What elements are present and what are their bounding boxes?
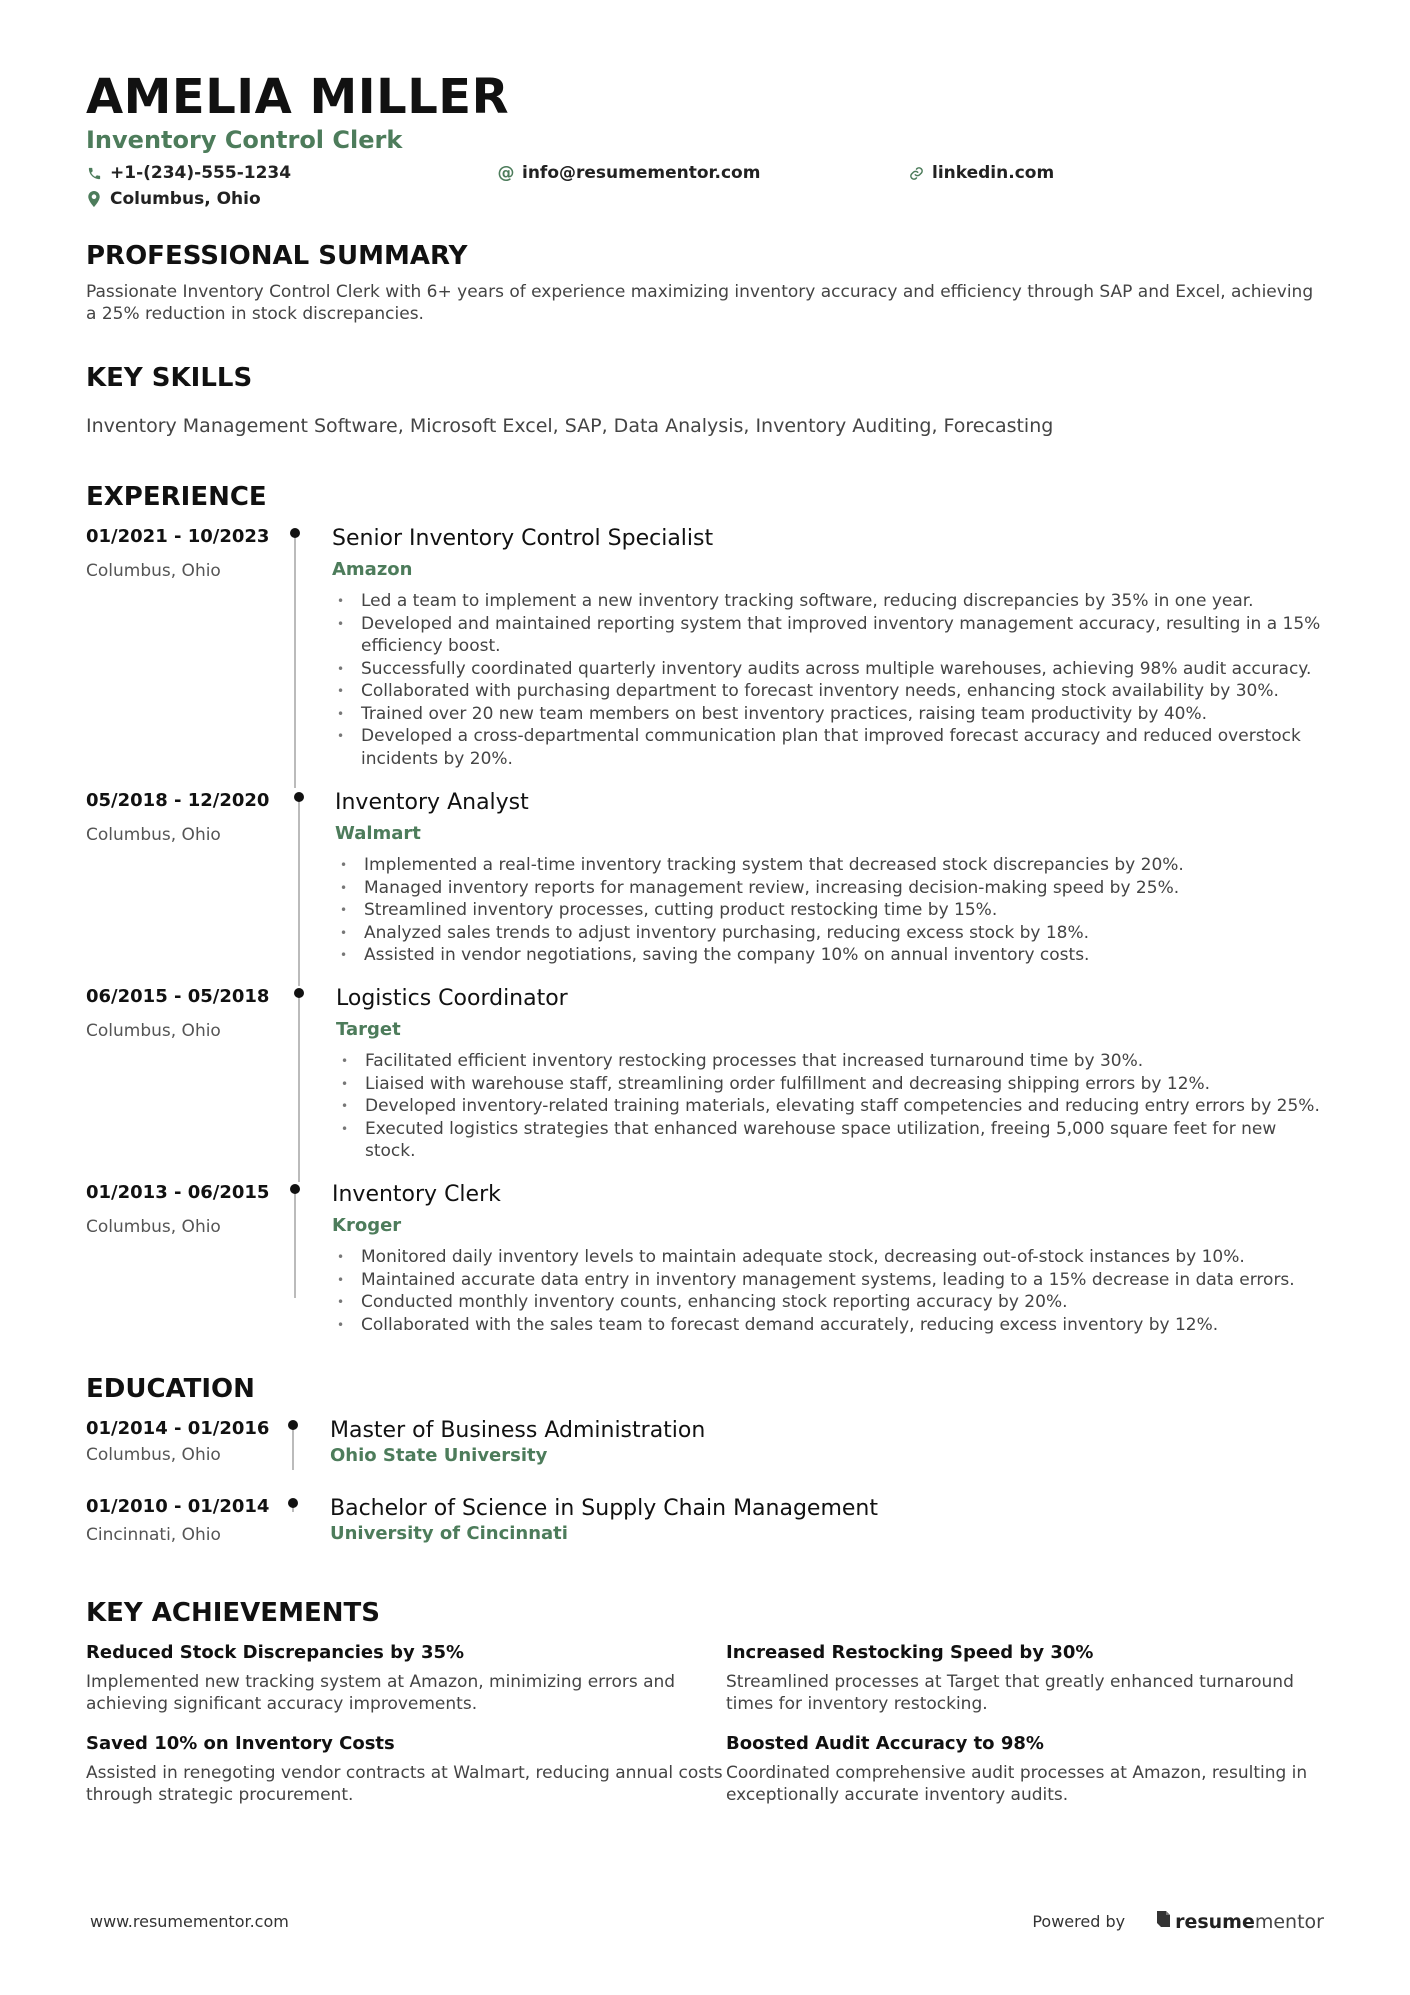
candidate-role: Inventory Control Clerk bbox=[86, 126, 403, 155]
achievement-item bbox=[726, 1642, 1326, 1715]
contact-email[interactable] bbox=[498, 163, 908, 183]
brand-logo-icon bbox=[1155, 1910, 1171, 1933]
job-entry bbox=[86, 1182, 1324, 1335]
powered-by bbox=[1032, 1910, 1324, 1933]
job-bullets bbox=[332, 590, 1324, 770]
achievement-title: Saved 10% on Inventory Costs bbox=[86, 1733, 395, 1755]
skills-text: Inventory Management Software, Microsoft Excel, SAP, Data Analysis, Inventory Auditing, Forecasting bbox=[86, 415, 1054, 438]
achievement-desc: Coordinated comprehensive audit processes at Amazon, resulting in exceptionally accurate inventory audits. bbox=[726, 1763, 1308, 1806]
edu-dates: 01/2014 - 01/2016 bbox=[86, 1418, 270, 1440]
achievement-title: Increased Restocking Speed by 30% bbox=[726, 1642, 1094, 1664]
education-entry bbox=[86, 1496, 1324, 1556]
at-icon: @ bbox=[497, 163, 515, 184]
achievements-title: KEY ACHIEVEMENTS bbox=[86, 1598, 380, 1629]
job-dates: 01/2021 - 10/2023 bbox=[86, 526, 270, 548]
bullet-item: • Assisted in vendor negotiations, saving the company 10% on annual inventory costs. bbox=[335, 944, 1324, 967]
timeline-line bbox=[298, 992, 300, 1182]
job-company: Kroger bbox=[332, 1215, 402, 1237]
bullet-item: • Developed a cross-departmental communication plan that improved forecast accuracy and reduced overstock incidents by 20%. bbox=[332, 725, 1324, 770]
job-title: Logistics Coordinator bbox=[336, 986, 568, 1012]
phone-text: +1-(234)-555-1234 bbox=[110, 163, 292, 184]
job-company: Walmart bbox=[335, 823, 421, 845]
brand-resume: resume bbox=[1175, 1910, 1255, 1933]
summary-title: PROFESSIONAL SUMMARY bbox=[86, 241, 468, 272]
summary-section bbox=[86, 241, 1324, 325]
edu-location: Columbus, Ohio bbox=[86, 1445, 221, 1466]
edu-degree: Bachelor of Science in Supply Chain Management bbox=[330, 1496, 879, 1522]
bullet-item: • Collaborated with the sales team to forecast demand accurately, reducing excess inventory by 12%. bbox=[332, 1314, 1324, 1337]
achievement-desc: Assisted in renegoting vendor contracts at Walmart, reducing annual costs through strategic procurement. bbox=[86, 1763, 723, 1806]
job-dates: 06/2015 - 05/2018 bbox=[86, 986, 270, 1008]
education-title: EDUCATION bbox=[86, 1374, 255, 1405]
job-entry bbox=[86, 986, 1324, 1182]
timeline-line bbox=[294, 532, 296, 788]
bullet-item: • Developed and maintained reporting system that improved inventory management accuracy, resulting in a 15% efficiency boost. bbox=[332, 613, 1324, 658]
skills-title: KEY SKILLS bbox=[86, 363, 253, 394]
experience-title: EXPERIENCE bbox=[86, 482, 267, 513]
edu-dates: 01/2010 - 01/2014 bbox=[86, 1496, 270, 1518]
job-bullets bbox=[332, 1246, 1324, 1336]
summary-text: Passionate Inventory Control Clerk with 6+ years of experience maximizing inventory accuracy and efficiency through SAP and Excel, achieving a 25% reduction in stock discrepancies. bbox=[86, 282, 1314, 325]
linkedin-text: linkedin.com bbox=[932, 163, 1055, 184]
footer-website[interactable]: www.resumementor.com bbox=[90, 1912, 289, 1931]
phone-icon bbox=[86, 165, 102, 181]
bullet-item: • Successfully coordinated quarterly inventory audits across multiple warehouses, achieving 98% audit accuracy. bbox=[332, 658, 1324, 681]
bullet-item: • Developed inventory-related training materials, elevating staff competencies and reducing entry errors by 25%. bbox=[336, 1095, 1324, 1118]
bullet-item: • Managed inventory reports for management review, increasing decision-making speed by 25%. bbox=[335, 877, 1324, 900]
job-dates: 05/2018 - 12/2020 bbox=[86, 790, 270, 812]
bullet-item: • Trained over 20 new team members on best inventory practices, raising team productivity by 40%. bbox=[332, 703, 1324, 726]
achievement-item bbox=[86, 1642, 726, 1715]
bullet-item: • Collaborated with purchasing department to forecast inventory needs, enhancing stock availability by 30%. bbox=[332, 680, 1324, 703]
job-location: Columbus, Ohio bbox=[86, 825, 221, 846]
achievement-desc: Implemented new tracking system at Amazon, minimizing errors and achieving significant accuracy improvements. bbox=[86, 1672, 676, 1715]
email-text: info@resumementor.com bbox=[522, 163, 761, 184]
achievement-item bbox=[86, 1733, 726, 1806]
link-icon bbox=[908, 165, 924, 181]
edu-school: Ohio State University bbox=[330, 1445, 548, 1467]
location-text: Columbus, Ohio bbox=[110, 189, 261, 210]
job-location: Columbus, Ohio bbox=[86, 1021, 221, 1042]
bullet-item: • Conducted monthly inventory counts, enhancing stock reporting accuracy by 20%. bbox=[332, 1291, 1324, 1314]
achievement-title: Reduced Stock Discrepancies by 35% bbox=[86, 1642, 465, 1664]
bullet-item: • Led a team to implement a new inventory tracking software, reducing discrepancies by 35% in one year. bbox=[332, 590, 1324, 613]
edu-degree: Master of Business Administration bbox=[330, 1418, 706, 1444]
bullet-item: • Analyzed sales trends to adjust inventory purchasing, reducing excess stock by 18%. bbox=[335, 922, 1324, 945]
job-bullets bbox=[335, 854, 1324, 967]
job-company: Amazon bbox=[332, 559, 413, 581]
bullet-item: • Liaised with warehouse staff, streamlining order fulfillment and decreasing shipping errors by 12%. bbox=[336, 1073, 1324, 1096]
bullet-item: • Executed logistics strategies that enhanced warehouse space utilization, freeing 5,000 square feet for new stock. bbox=[336, 1118, 1324, 1163]
education-entry bbox=[86, 1418, 1324, 1496]
achievement-title: Boosted Audit Accuracy to 98% bbox=[726, 1733, 1044, 1755]
job-location: Columbus, Ohio bbox=[86, 561, 221, 582]
brand-logo[interactable] bbox=[1155, 1910, 1324, 1933]
bullet-item: • Monitored daily inventory levels to maintain adequate stock, decreasing out-of-stock instances by 10%. bbox=[332, 1246, 1324, 1269]
job-entry bbox=[86, 790, 1324, 986]
candidate-name: AMELIA MILLER bbox=[86, 69, 510, 125]
job-title: Inventory Clerk bbox=[332, 1182, 501, 1208]
contact-linkedin[interactable] bbox=[908, 163, 1054, 183]
timeline-line bbox=[292, 1424, 294, 1470]
job-company: Target bbox=[336, 1019, 401, 1041]
job-dates: 01/2013 - 06/2015 bbox=[86, 1182, 270, 1204]
job-title: Senior Inventory Control Specialist bbox=[332, 526, 714, 552]
education-section bbox=[86, 1374, 1324, 1556]
job-bullets bbox=[336, 1050, 1324, 1163]
brand-mentor: mentor bbox=[1254, 1910, 1324, 1933]
job-entry bbox=[86, 526, 1324, 788]
location-pin-icon bbox=[86, 191, 102, 207]
job-title: Inventory Analyst bbox=[335, 790, 529, 816]
achievements-section bbox=[86, 1598, 1324, 1806]
job-location: Columbus, Ohio bbox=[86, 1217, 221, 1238]
contact-phone bbox=[86, 163, 498, 183]
bullet-item: • Implemented a real-time inventory tracking system that decreased stock discrepancies by 20%. bbox=[335, 854, 1324, 877]
bullet-item: • Facilitated efficient inventory restocking processes that increased turnaround time by 30%. bbox=[336, 1050, 1324, 1073]
timeline-line bbox=[298, 796, 300, 986]
page-footer bbox=[90, 1910, 1324, 1933]
contact-block bbox=[86, 160, 1324, 212]
achievement-desc: Streamlined processes at Target that greatly enhanced turnaround times for inventory restocking. bbox=[726, 1672, 1294, 1715]
powered-by-label: Powered by bbox=[1032, 1912, 1126, 1931]
bullet-item: • Streamlined inventory processes, cutting product restocking time by 15%. bbox=[335, 899, 1324, 922]
timeline-line bbox=[294, 1188, 296, 1298]
skills-section bbox=[86, 363, 1324, 437]
achievement-item bbox=[726, 1733, 1326, 1806]
edu-school: University of Cincinnati bbox=[330, 1523, 568, 1545]
edu-location: Cincinnati, Ohio bbox=[86, 1525, 221, 1546]
contact-location bbox=[86, 189, 261, 209]
experience-section bbox=[86, 482, 1324, 1335]
bullet-item: • Maintained accurate data entry in inventory management systems, leading to a 15% decrease in data errors. bbox=[332, 1269, 1324, 1292]
achievements-grid bbox=[86, 1642, 1324, 1806]
